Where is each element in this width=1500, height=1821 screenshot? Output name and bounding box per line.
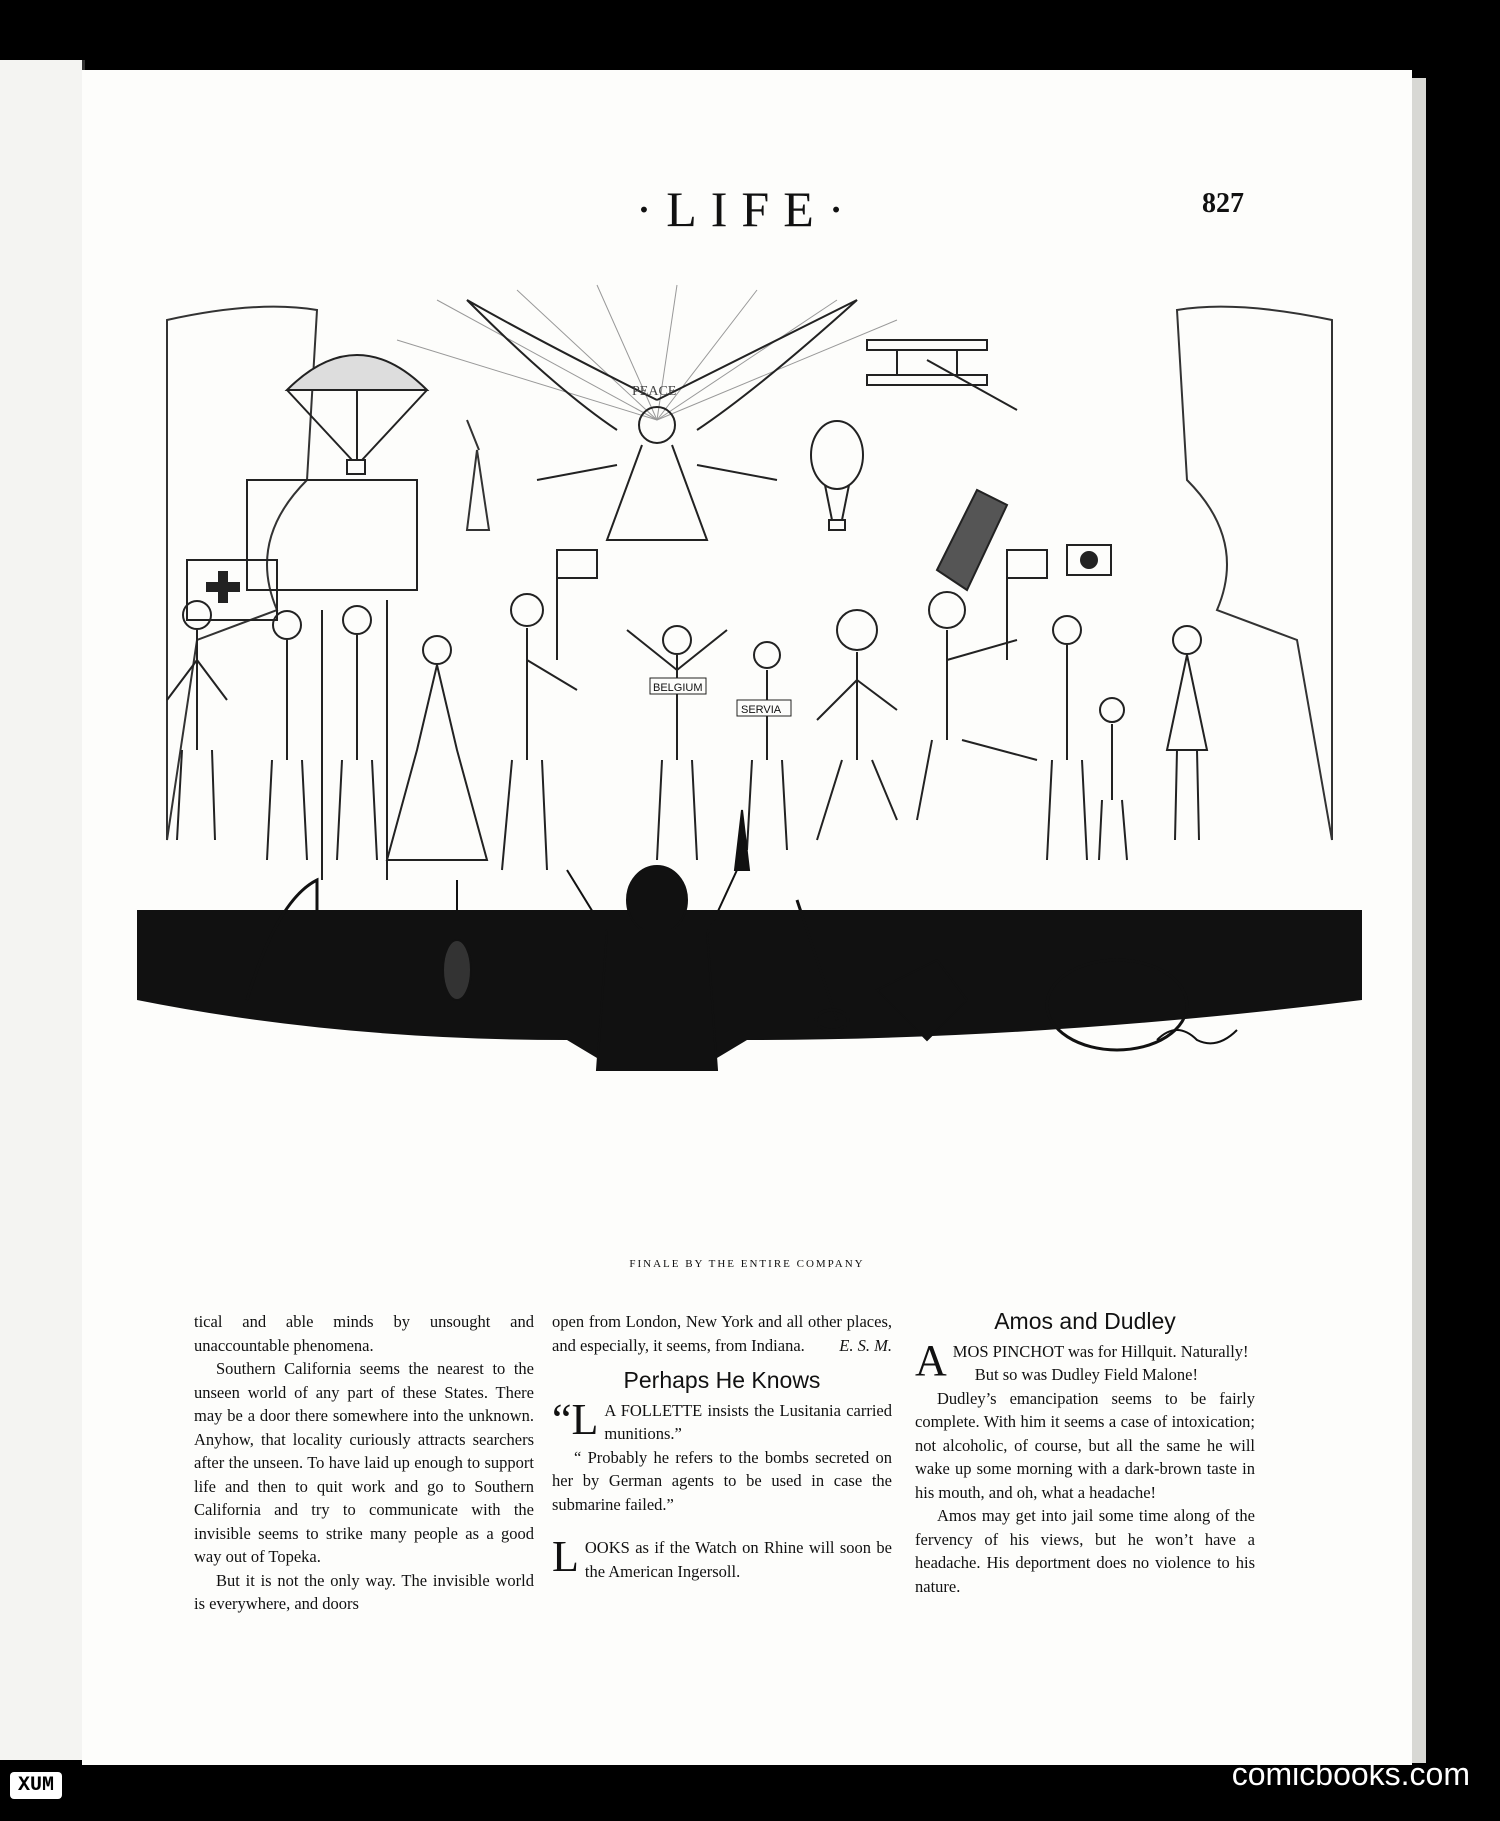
- col1-paragraph-3: But it is not the only way. The invisible world is everywhere, and doors: [194, 1570, 534, 1613]
- masthead: ·LIFE·: [635, 181, 859, 237]
- page-edge-shadow: [1412, 78, 1426, 1763]
- col1-paragraph-1: tical and able minds by unsought and unaccountable phenomena.: [194, 1312, 534, 1355]
- figure-soldier: [267, 610, 322, 880]
- figure-belgium: [627, 626, 727, 860]
- amos-paragraph-3: Dudley’s emancipation seems to be fairly complete. With him it seems a case of intoxication; not alcoholic, of course, but all the same he will wake up some morning with a dark-brown taste in his mouth, and oh, what a headache!: [915, 1388, 1255, 1502]
- heading-perhaps-he-knows: Perhaps He Knows: [623, 1367, 821, 1393]
- watch-on-rhine-text: OOKS as if the Watch on Rhine will soon be the American Ingersoll.: [584, 1538, 892, 1581]
- cartoon-illustration: [137, 280, 1362, 1230]
- perhaps-question: [552, 1394, 892, 1446]
- figure-boy: [1099, 698, 1127, 860]
- figure-woman: [387, 636, 487, 860]
- magazine-page: [82, 70, 1412, 1765]
- figure-girl: [1167, 626, 1207, 840]
- column-2: [552, 1310, 892, 1583]
- figure-gentleman: [502, 594, 577, 870]
- col1-paragraph-2: Southern California seems the nearest to the unseen world of any part of these States. There may be a door there somewhere into the unknown. Anyhow, that locality curiously attracts searchers after the unseen. To have laid up enough to support life and then to quit work and go to Southern California and try to communicate with the invisible seems to strike many people as a good way out of Topeka.: [194, 1359, 534, 1566]
- right-curtain: [1177, 307, 1332, 840]
- column-1: [194, 1310, 534, 1616]
- dropcap-l2: L: [552, 1532, 579, 1581]
- cartoon-caption: FINALE BY THE ENTIRE COMPANY: [629, 1258, 865, 1270]
- red-cross-wagon: [187, 480, 417, 620]
- col2-paragraph-1-text: open from London, New York and all other places, and especially, it seems, from Indiana.: [552, 1312, 892, 1355]
- servia-label: SERVIA: [741, 704, 782, 716]
- amos-paragraph-1-text: MOS PINCHOT was for Hillquit. Naturally!: [952, 1341, 1249, 1361]
- spacer: [552, 1516, 892, 1536]
- peace-label: PEACE: [632, 384, 677, 399]
- perhaps-question-text: A FOLLETTE insists the Lusitania carried munitions.”: [604, 1400, 892, 1443]
- figure-sailor: [817, 610, 897, 840]
- figure-soldier: [337, 600, 387, 880]
- amos-paragraph-2: But so was Dudley Field Malone!: [974, 1365, 1198, 1384]
- heading-amos-and-dudley: Amos and Dudley: [994, 1308, 1176, 1334]
- crowd: [167, 592, 1207, 880]
- biplane: [867, 340, 1017, 410]
- perhaps-answer: “ Probably he refers to the bombs secreted on her by German agents to be used in case the submarine failed.”: [552, 1447, 892, 1514]
- page-number: 827: [1202, 188, 1244, 219]
- dropcap-l: “L: [552, 1394, 599, 1444]
- scan-tag: XUM: [10, 1772, 62, 1799]
- figure-soldier: [167, 601, 227, 840]
- site-watermark: comicbooks.com: [1231, 1756, 1470, 1792]
- column-3: [915, 1310, 1255, 1598]
- peace-angel: [467, 300, 857, 540]
- figure-servia: [747, 642, 787, 850]
- belgium-label: BELGIUM: [653, 682, 703, 694]
- statue-of-liberty: [467, 420, 489, 530]
- figure-officer: [917, 592, 1037, 820]
- flags: [557, 545, 1111, 660]
- hot-air-balloon: [811, 421, 863, 530]
- cannon: [937, 490, 1007, 590]
- amos-paragraph-4: Amos may get into jail some time along of the fervency of his views, but he won’t have a headache. His deportment does no violence to his nature.: [915, 1506, 1255, 1596]
- dropcap-a: A: [915, 1335, 947, 1385]
- col2-paragraph-1: [552, 1310, 892, 1357]
- orchestra-pit: [137, 910, 1362, 1070]
- author-signature: E. S. M.: [839, 1335, 892, 1355]
- facing-page-edge: [0, 60, 85, 1760]
- watch-on-rhine-paragraph: [552, 1532, 892, 1583]
- figure-turk: [1047, 616, 1087, 860]
